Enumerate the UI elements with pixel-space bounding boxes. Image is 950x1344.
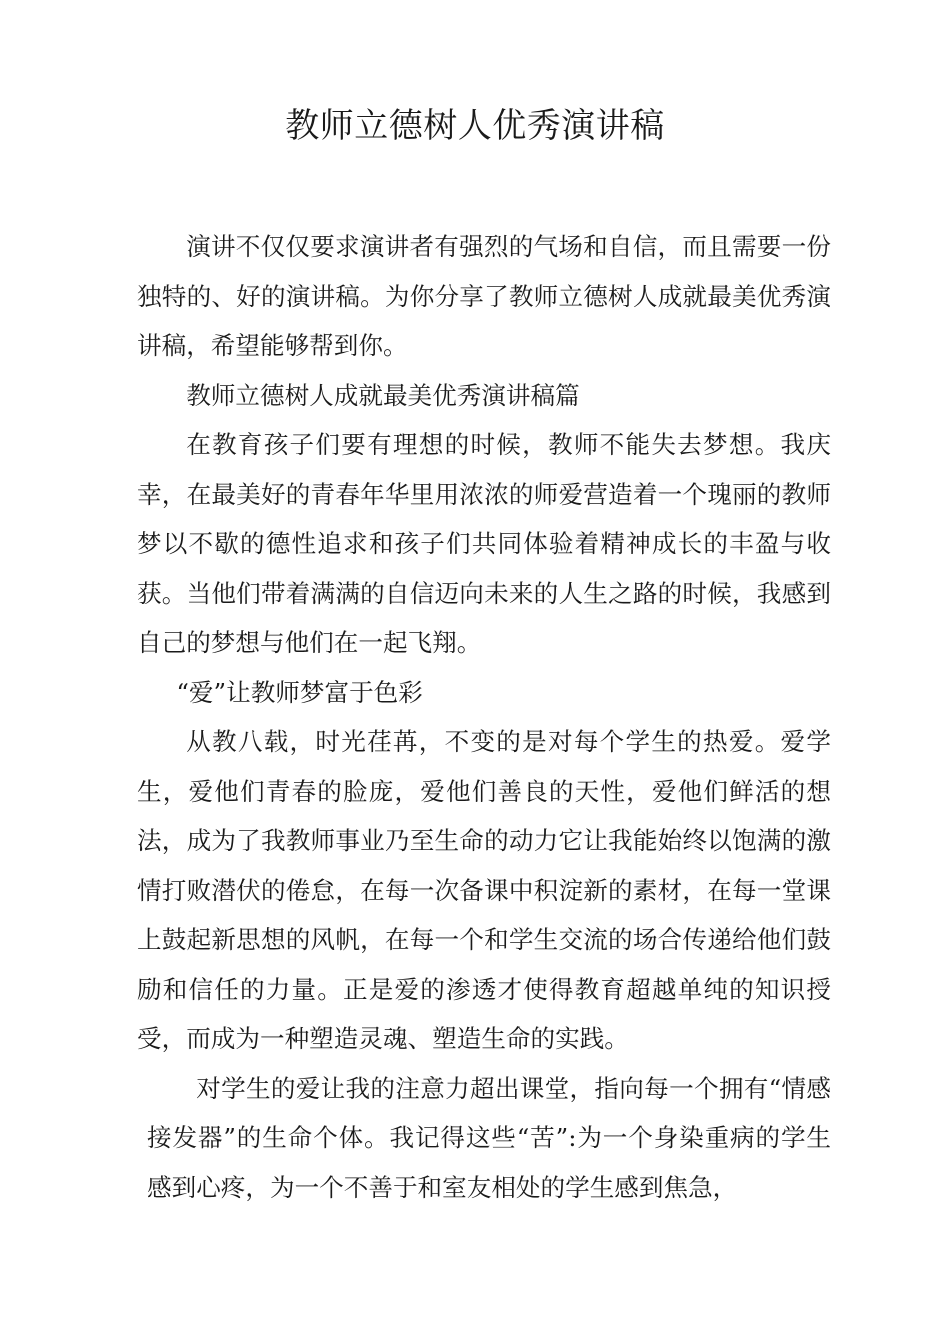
subsection-heading: “爱”让教师梦富于色彩 — [176, 677, 423, 707]
document-title: 教师立德树人优秀演讲稿 — [285, 106, 665, 146]
section-heading: 教师立德树人成就最美优秀演讲稿篇 — [186, 380, 580, 410]
document-body — [137, 222, 831, 1212]
body-paragraph: 从教八载，时光荏苒，不变的是对每个学生的热爱。爱学生，爱他们青春的脸庞，爱他们善良的天性，爱他们鲜活的想法，成为了我教师事业乃至生命的动力它让我能始终以饱满的激情打败潜伏的倦怠，在每一次备课中积淀新的素材，在每一堂课上鼓起新思想的风帆，在每一个和学生交流的场合传递给他们鼓励和信任的力量。正是爱的渗透才使得教育超越单纯的知识授受，而成为一种塑造灵魂、塑造生命的实践。 — [137, 727, 831, 1053]
body-paragraph: 对学生的爱让我的注意力超出课堂，指向每一个拥有“情感接发器”的生命个体。我记得这些“苦”:为一个身染重病的学生感到心疼，为一个不善于和室友相处的学生感到焦急， — [147, 1073, 831, 1202]
body-paragraph: 在教育孩子们要有理想的时候，教师不能失去梦想。我庆幸，在最美好的青春年华里用浓浓的师爱营造着一个瑰丽的教师梦以不歇的德性追求和孩子们共同体验着精神成长的丰盈与收获。当他们带着满满的自信迈向未来的人生之路的时候，我感到自己的梦想与他们在一起飞翔。 — [137, 430, 831, 657]
intro-paragraph: 演讲不仅仅要求演讲者有强烈的气场和自信，而且需要一份独特的、好的演讲稿。为你分享了教师立德树人成就最美优秀演讲稿，希望能够帮到你。 — [137, 232, 831, 360]
